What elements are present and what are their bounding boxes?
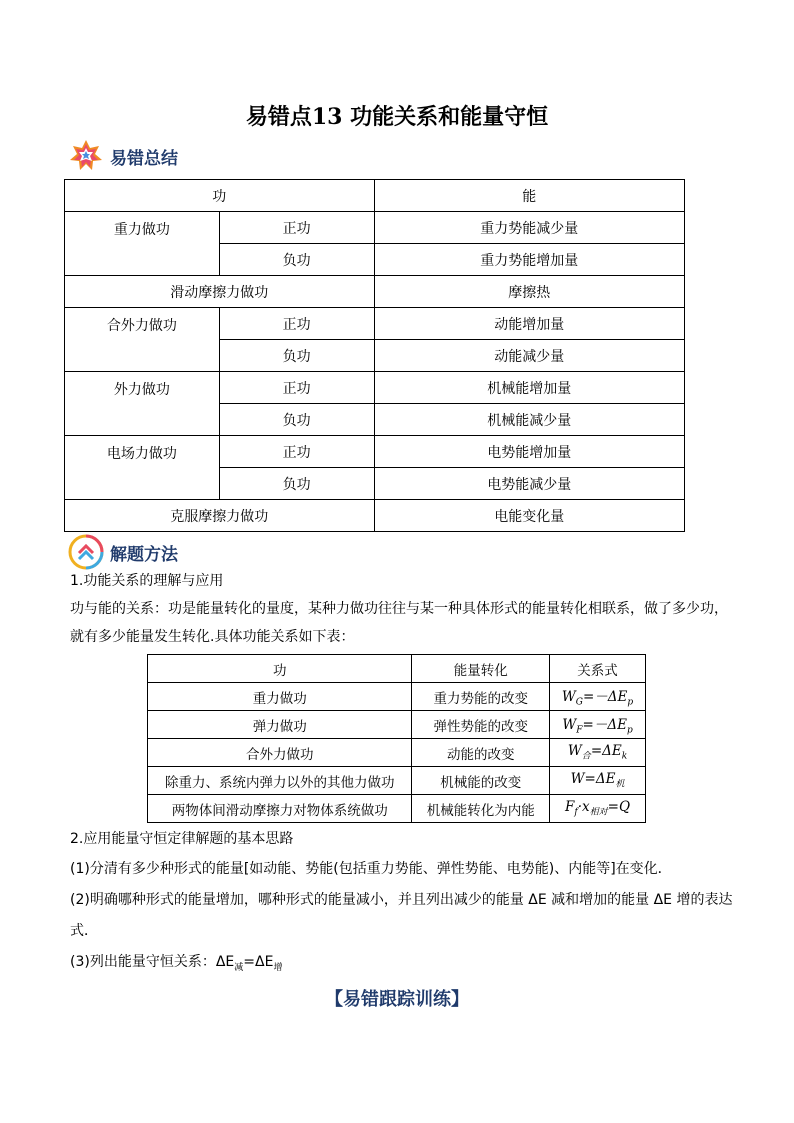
table-cell: 电场力做功 [65,436,220,500]
chevron-up-badge-icon [68,534,104,570]
table-header: 能 [374,180,685,212]
table-cell: 合外力做功 [65,308,220,372]
table-row [148,739,646,767]
table-cell: 电势能减少量 [374,468,685,500]
paragraph: 就有多少能量发生转化.具体功能关系如下表： [70,629,355,645]
table-cell: 克服摩擦力做功 [65,500,375,532]
table-cell: 除重力、系统内弹力以外的其他力做功 [148,767,412,795]
formula-cell: $W=\Delta E_机$ [550,767,646,795]
table-row [65,180,685,212]
table-cell: 重力势能的改变 [412,683,550,711]
formula-cell: $W_G=-\Delta E_p$ [550,683,646,711]
page-title: 易错点13 功能关系和能量守恒 [245,104,549,130]
table-cell: 两物体间滑动摩擦力对物体系统做功 [148,795,412,823]
table-row [148,767,646,795]
table-row [65,436,685,468]
table-cell: 负功 [219,340,374,372]
table-cell: 动能的改变 [412,739,550,767]
table-cell: 机械能的改变 [412,767,550,795]
table-cell: 重力势能增加量 [374,244,685,276]
table-cell: 正功 [219,372,374,404]
table-header: 能量转化 [412,655,550,683]
table-header: 关系式 [550,655,646,683]
table-cell: 负功 [219,468,374,500]
table-row [148,711,646,739]
table-cell: 弹性势能的改变 [412,711,550,739]
table-cell: 电能变化量 [374,500,685,532]
section-heading-summary [68,138,178,174]
table-cell: 机械能减少量 [374,404,685,436]
table-cell: 负功 [219,244,374,276]
table-row [148,655,646,683]
table-row [65,276,685,308]
table-cell: 滑动摩擦力做功 [65,276,375,308]
table-header: 功 [148,655,412,683]
table-cell: 外力做功 [65,372,220,436]
table-row [65,212,685,244]
paragraph: 1.功能关系的理解与应用 [70,573,224,589]
table-row [148,683,646,711]
work-energy-table [147,654,646,823]
section-heading-method [68,534,178,570]
table-cell: 重力势能减少量 [374,212,685,244]
table-row [65,308,685,340]
table-cell: 正功 [219,436,374,468]
table-cell: 负功 [219,404,374,436]
table-cell: 合外力做功 [148,739,412,767]
paragraph: (2)明确哪种形式的能量增加，哪种形式的能量减小，并且列出减少的能量 ΔE 减和增加的能量 ΔE 增的表达 [70,892,733,908]
table-cell: 机械能增加量 [374,372,685,404]
paragraph: 式． [70,923,98,939]
table-cell: 重力做功 [148,683,412,711]
table-cell: 动能减少量 [374,340,685,372]
formula-cell: $W_F=-\Delta E_p$ [550,711,646,739]
star-badge-icon [68,138,104,174]
table-cell: 正功 [219,212,374,244]
section-heading-label: 解题方法 [110,544,178,565]
formula-cell: $F_f\cdot x_{相对}=Q$ [550,795,646,823]
table-cell: 弹力做功 [148,711,412,739]
table-cell: 电势能增加量 [374,436,685,468]
table-cell: 重力做功 [65,212,220,276]
table-row [65,500,685,532]
table-cell: 正功 [219,308,374,340]
table-header: 功 [65,180,375,212]
section-heading-label: 易错总结 [110,148,178,169]
paragraph: 2.应用能量守恒定律解题的基本思路 [70,831,294,847]
table-cell: 机械能转化为内能 [412,795,550,823]
paragraph: (3)列出能量守恒关系：$\Delta E_减=\Delta E_增$ [70,954,283,973]
summary-table [64,179,685,532]
paragraph: (1)分清有多少种形式的能量[如动能、势能(包括重力势能、弹性势能、电势能)、内能等]在变化． [70,861,672,877]
table-row [148,795,646,823]
table-cell: 摩擦热 [374,276,685,308]
formula-cell: $W_合=\Delta E_k$ [550,739,646,767]
table-row [65,372,685,404]
section-footer-heading: 【易错跟踪训练】 [325,989,469,1010]
table-cell: 动能增加量 [374,308,685,340]
paragraph: 功与能的关系：功是能量转化的量度，某种力做功往往与某一种具体形式的能量转化相联系，做了多少功， [70,601,728,617]
